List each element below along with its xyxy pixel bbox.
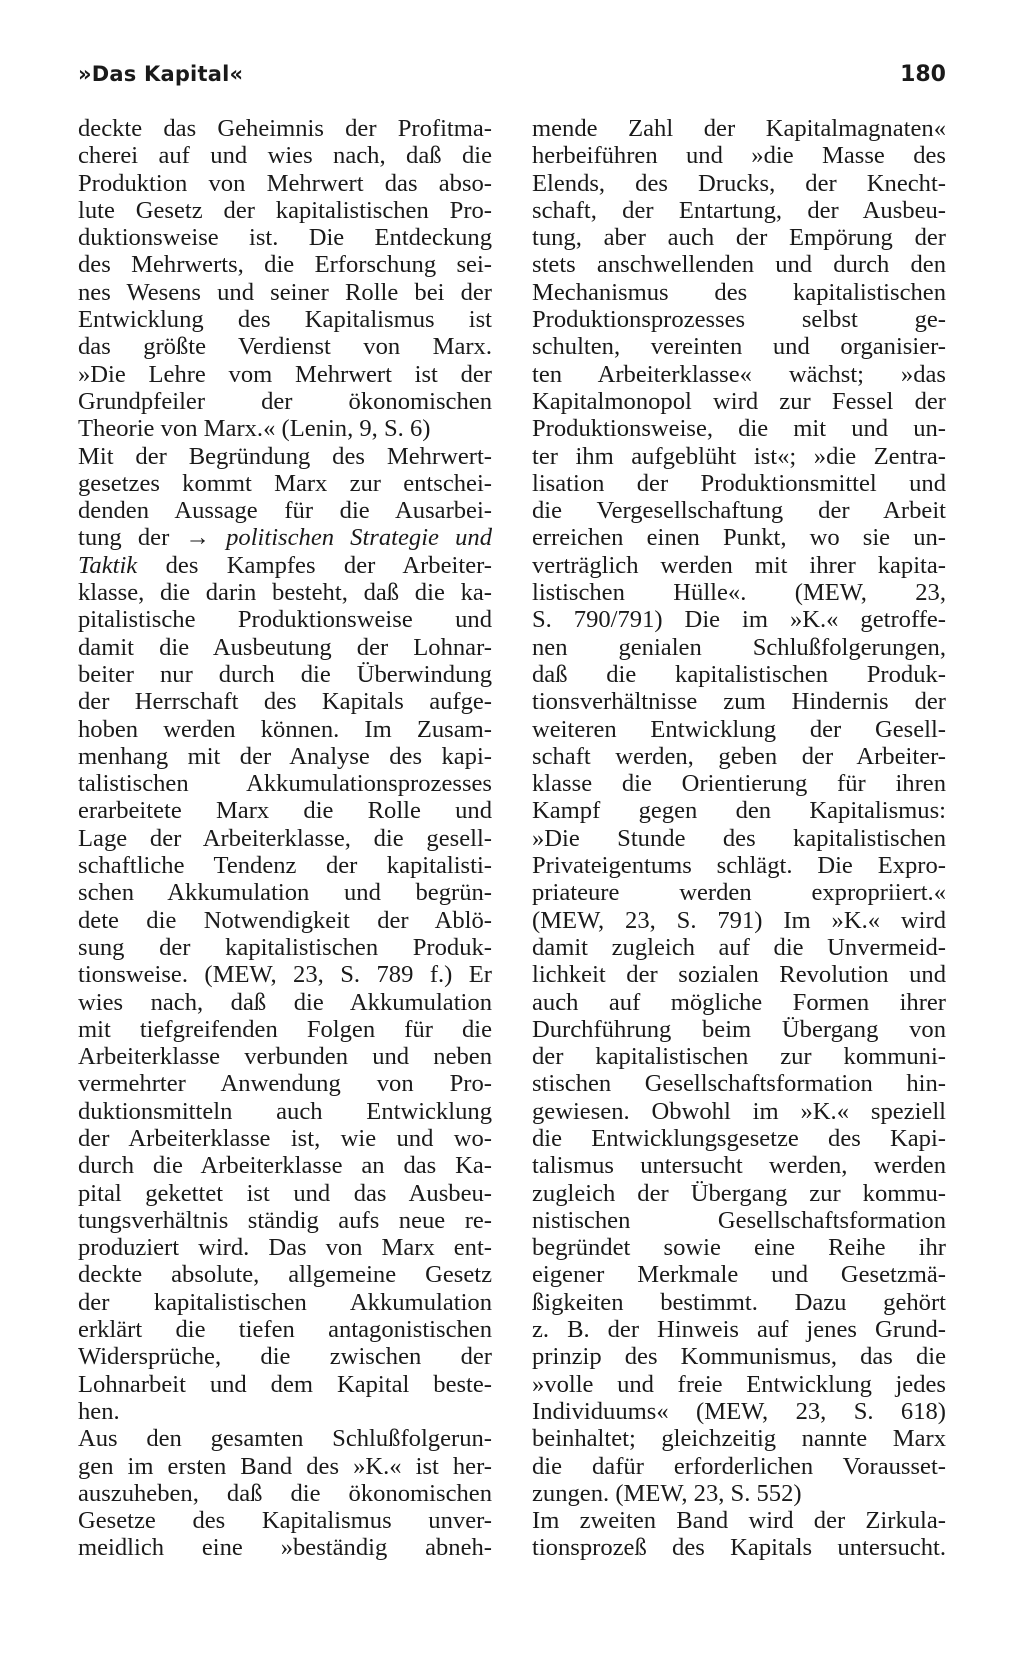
text-line: auch auf mögliche Formen ihrer xyxy=(532,988,946,1016)
text-line: deckte absolute, allgemeine Gesetz xyxy=(78,1261,492,1289)
text-line: ten Arbeiterklasse« wächst; »das xyxy=(532,360,946,388)
text-line: schen Akkumulation und begrün- xyxy=(78,879,492,907)
page-number: 180 xyxy=(900,62,946,87)
text-line: wies nach, daß die Akkumulation xyxy=(78,988,492,1016)
text-line: begründet sowie eine Reihe ihr xyxy=(532,1234,946,1262)
text-line: die dafür erforderlichen Vorausset- xyxy=(532,1452,946,1480)
text-line: mende Zahl der Kapitalmagnaten« xyxy=(532,115,946,142)
text-line: damit zugleich auf die Unvermeid- xyxy=(532,933,946,961)
text-line: stets anschwellenden und durch den xyxy=(532,251,946,279)
right-text-column xyxy=(532,115,946,1562)
text-line: gesetzes kommt Marx zur entschei- xyxy=(78,469,492,497)
text-line: schaft, der Entartung, der Ausbeu- xyxy=(532,196,946,224)
text-line: erklärt die tiefen antagonistischen xyxy=(78,1316,492,1344)
text-line: hen. xyxy=(78,1397,120,1425)
text-line: schulten, vereinten und organisier- xyxy=(532,333,946,361)
text-line: auszuheben, daß die ökonomischen xyxy=(78,1479,492,1507)
italic-term: Taktik xyxy=(78,551,138,579)
text-line: die Vergesellschaftung der Arbeit xyxy=(532,497,946,525)
text-line: Entwicklung des Kapitalismus ist xyxy=(78,306,492,334)
text-line: Gesetze des Kapitalismus unver- xyxy=(78,1507,492,1535)
text-line: deckte das Geheimnis der Profitma- xyxy=(78,115,492,142)
text-line: Mit der Begründung des Mehrwert- xyxy=(78,442,492,470)
text-line: durch die Arbeiterklasse an das Ka- xyxy=(78,1152,492,1180)
text-line: des Mehrwerts, die Erforschung sei- xyxy=(78,251,492,279)
text-line: beiter nur durch die Überwindung xyxy=(78,660,492,688)
text-line: talistischen Akkumulationsprozesses xyxy=(78,770,492,798)
text-line: prinzip des Kommunismus, das die xyxy=(532,1343,946,1371)
text-line: pital gekettet ist und das Ausbeu- xyxy=(78,1179,492,1207)
text-line: priateure werden expropriiert.« xyxy=(532,879,946,907)
text-line: Elends, des Drucks, der Knecht- xyxy=(532,169,946,197)
text-line: z. B. der Hinweis auf jenes Grund- xyxy=(532,1316,946,1344)
text-line: verträglich werden mit ihrer kapita- xyxy=(532,551,946,579)
running-header-title: »Das Kapital« xyxy=(78,62,244,86)
text-line: vermehrter Anwendung von Pro- xyxy=(78,1070,492,1098)
text-line: mit tiefgreifenden Folgen für die xyxy=(78,1015,492,1043)
text-line: schaft werden, geben der Arbeiter- xyxy=(532,742,946,770)
text-line: lichkeit der sozialen Revolution und xyxy=(532,961,946,989)
text-line: Kampf gegen den Kapitalismus: xyxy=(532,797,946,825)
text-line: tionsverhältnisse zum Hindernis der xyxy=(532,688,946,716)
text-line: Im zweiten Band wird der Zirkula- xyxy=(532,1507,946,1535)
text-line: stischen Gesellschaftsformation hin- xyxy=(532,1070,946,1098)
text-line: denden Aussage für die Ausarbei- xyxy=(78,497,492,525)
text-line: »Die Lehre vom Mehrwert ist der xyxy=(78,360,492,388)
text-line: tionsprozeß des Kapitals untersucht. xyxy=(532,1534,946,1562)
text-line: damit die Ausbeutung der Lohnar- xyxy=(78,633,492,661)
text-line: Produktionsweise, die mit und un- xyxy=(532,415,946,443)
text-line: erarbeitete Marx die Rolle und xyxy=(78,797,492,825)
text-line: Mechanismus des kapitalistischen xyxy=(532,278,946,306)
text-line: cherei auf und wies nach, daß die xyxy=(78,142,492,170)
text-line: beinhaltet; gleichzeitig nannte Marx xyxy=(532,1425,946,1453)
text-line: hoben werden können. Im Zusam- xyxy=(78,715,492,743)
text-line: zungen. (MEW, 23, S. 552) xyxy=(532,1479,802,1507)
text-line: zugleich der Übergang zur kommu- xyxy=(532,1179,946,1207)
text-line: tionsweise. (MEW, 23, S. 789 f.) Er xyxy=(78,961,492,989)
text-line: S. 790/791) Die im »K.« getroffe- xyxy=(532,606,946,634)
text-line: daß die kapitalistischen Produk- xyxy=(532,660,946,688)
text-line: der Arbeiterklasse ist, wie und wo- xyxy=(78,1124,492,1152)
text-line: eigener Merkmale und Gesetzmä- xyxy=(532,1261,946,1289)
text-line: Lage der Arbeiterklasse, die gesell- xyxy=(78,824,492,852)
text-line: tung der → politischen Strategie und xyxy=(78,524,492,552)
text-line: (MEW, 23, S. 791) Im »K.« wird xyxy=(532,906,946,934)
text-line: Aus den gesamten Schlußfolgerun- xyxy=(78,1425,492,1453)
text-line: sung der kapitalistischen Produk- xyxy=(78,933,492,961)
text-line: Individuums« (MEW, 23, S. 618) xyxy=(532,1397,946,1425)
text-line: schaftliche Tendenz der kapitalisti- xyxy=(78,852,492,880)
text-line: herbeiführen und »die Masse des xyxy=(532,142,946,170)
text-line: listischen Hülle«. (MEW, 23, xyxy=(532,579,946,607)
text-line: gen im ersten Band des »K.« ist her- xyxy=(78,1452,492,1480)
text-line: ter ihm aufgeblüht ist«; »die Zentra- xyxy=(532,442,946,470)
text-line: nen genialen Schlußfolgerungen, xyxy=(532,633,946,661)
italic-term: politischen Strategie und xyxy=(226,524,492,552)
text-line: klasse, die darin besteht, daß die ka- xyxy=(78,579,492,607)
text-line: nistischen Gesellschaftsformation xyxy=(532,1206,946,1234)
text-line: tungsverhältnis ständig aufs neue re- xyxy=(78,1206,492,1234)
text-line: Kapitalmonopol wird zur Fessel der xyxy=(532,387,946,415)
text-line: Lohnarbeit und dem Kapital beste- xyxy=(78,1370,492,1398)
text-line: klasse die Orientierung für ihren xyxy=(532,770,946,798)
text-line: duktionsmitteln auch Entwicklung xyxy=(78,1097,492,1125)
text-line: gewiesen. Obwohl im »K.« speziell xyxy=(532,1097,946,1125)
text-line: tung, aber auch der Empörung der xyxy=(532,224,946,252)
text-line: weiteren Entwicklung der Gesell- xyxy=(532,715,946,743)
text-line: duktionsweise ist. Die Entdeckung xyxy=(78,224,492,252)
text-line: Widersprüche, die zwischen der xyxy=(78,1343,492,1371)
text-line: Taktik des Kampfes der Arbeiter- xyxy=(78,551,492,579)
text-line: Privateigentums schlägt. Die Expro- xyxy=(532,852,946,880)
text-line: Produktionsprozesses selbst ge- xyxy=(532,306,946,334)
text-line: lute Gesetz der kapitalistischen Pro- xyxy=(78,196,492,224)
text-line: produziert wird. Das von Marx ent- xyxy=(78,1234,492,1262)
text-line: Grundpfeiler der ökonomischen xyxy=(78,387,492,415)
text-line: die Entwicklungsgesetze des Kapi- xyxy=(532,1124,946,1152)
text-line: Produktion von Mehrwert das abso- xyxy=(78,169,492,197)
text-line: Durchführung beim Übergang von xyxy=(532,1015,946,1043)
text-line: der kapitalistischen Akkumulation xyxy=(78,1288,492,1316)
text-line: das größte Verdienst von Marx. xyxy=(78,333,492,361)
text-line: menhang mit der Analyse des kapi- xyxy=(78,742,492,770)
text-line: »volle und freie Entwicklung jedes xyxy=(532,1370,946,1398)
text-line: nes Wesens und seiner Rolle bei der xyxy=(78,278,492,306)
text-line: der kapitalistischen zur kommuni- xyxy=(532,1043,946,1071)
text-line: Arbeiterklasse verbunden und neben xyxy=(78,1043,492,1071)
text-line: »Die Stunde des kapitalistischen xyxy=(532,824,946,852)
text-line: lisation der Produktionsmittel und xyxy=(532,469,946,497)
text-line: der Herrschaft des Kapitals aufge- xyxy=(78,688,492,716)
text-line: pitalistische Produktionsweise und xyxy=(78,606,492,634)
text-line: talismus untersucht werden, werden xyxy=(532,1152,946,1180)
text-line: erreichen einen Punkt, wo sie un- xyxy=(532,524,946,552)
text-line: meidlich eine »beständig abneh- xyxy=(78,1534,492,1562)
text-line: Theorie von Marx.« (Lenin, 9, S. 6) xyxy=(78,415,431,443)
left-text-column xyxy=(78,115,492,1562)
text-line: ßigkeiten bestimmt. Dazu gehört xyxy=(532,1288,946,1316)
text-line: dete die Notwendigkeit der Ablö- xyxy=(78,906,492,934)
